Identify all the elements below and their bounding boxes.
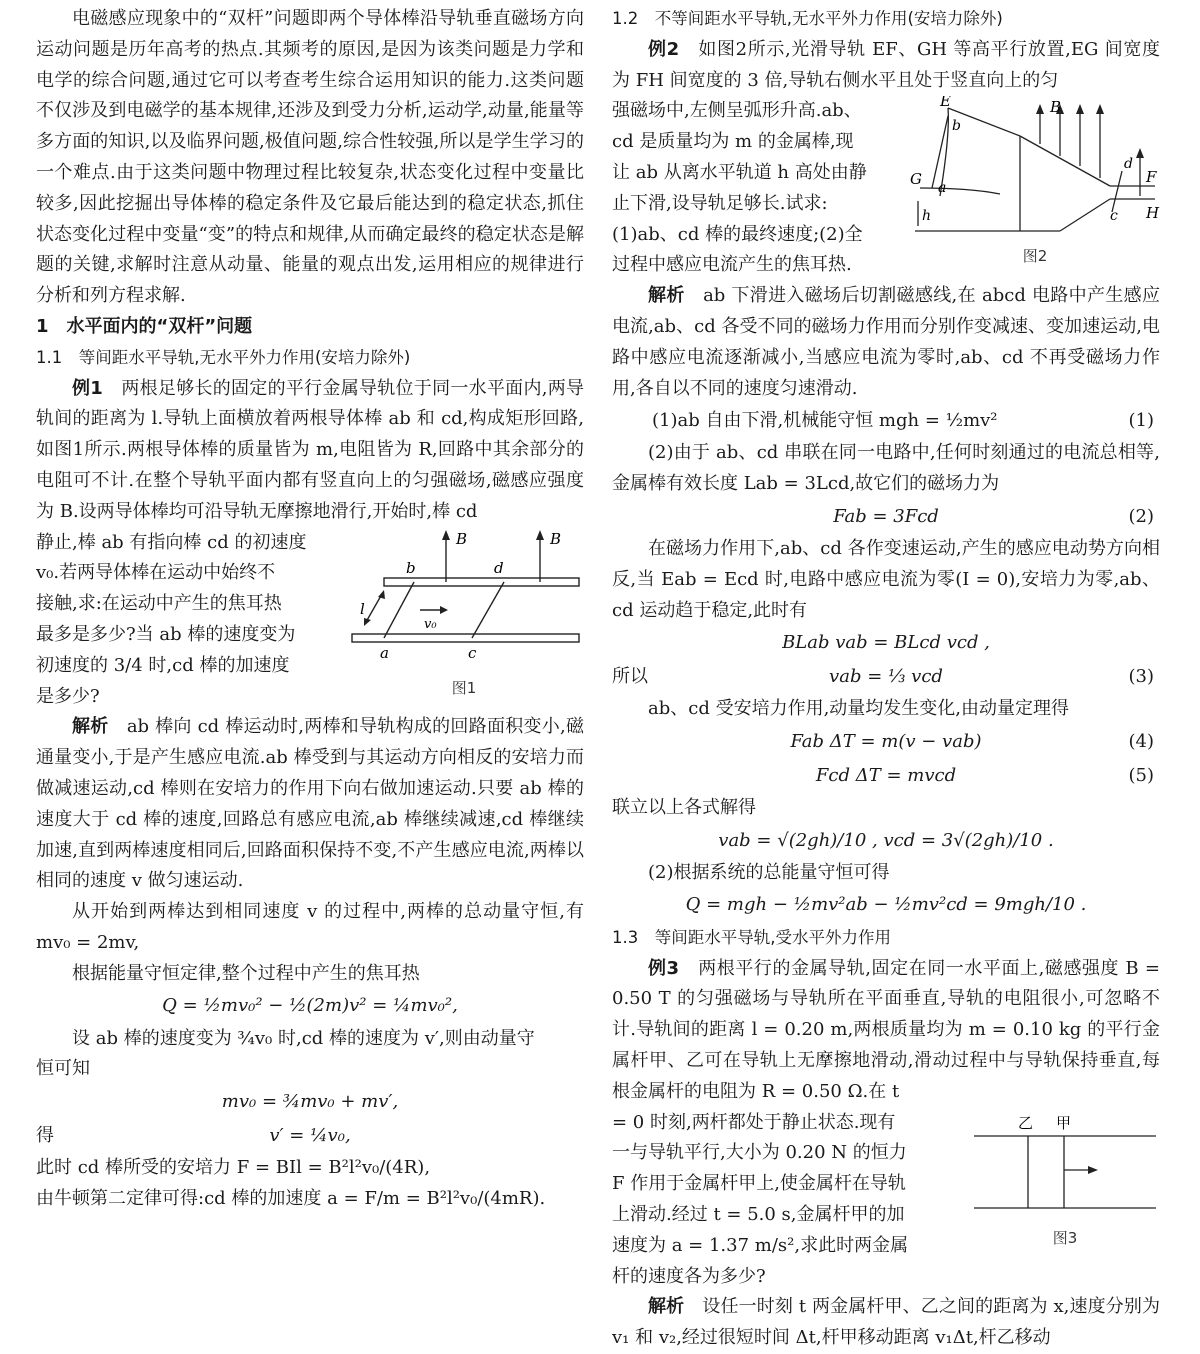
equation-1: (1)ab 自由下滑,机械能守恒 mgh = ½mv² [652,409,998,431]
example-1-line: 接触,求:在运动中产生的焦耳热 [36,593,282,615]
example-3-line: 一与导轨平行,大小为 0.20 N 的恒力 [612,1142,907,1164]
equation-4-row [612,725,1160,759]
rail-arc-G [920,188,1000,194]
example-1-line: 是多少? [36,685,100,707]
equation-3: vab = ⅓ vcd [829,665,943,687]
example-2-line: 让 ab 从离水平轨道 h 高处由静 [612,161,867,183]
figure-1 [344,528,584,713]
solution-2-text: ab 下滑进入磁场后切割磁感线,在 abcd 电路中产生感应电流,ab、cd 各受不同的磁场力作用而分别作变减速、变加速运动,电路中感应电流逐渐减小,当感应电流为零时,ab、cd 不再受磁场力作用,各自以不同的速度匀速滑动. [612,285,1161,399]
label-d: d [494,558,504,577]
example-1-line: 初速度的 3/4 时,cd 棒的加速度 [36,654,290,676]
example-2-line: 强磁场中,左侧呈弧形升高.ab、 [612,100,862,122]
figure-2 [910,96,1160,281]
arrow-up-icon [442,530,450,540]
equation-result: vab = √(2gh)/10 , vcd = 3√(2gh)/10 . [718,829,1054,851]
example-1-wrap [36,528,584,713]
arrow-up-icon [1076,104,1084,114]
example-2-wrap-text [612,96,867,281]
figure-3-diagram [970,1108,1160,1228]
equation-momentum: mv₀ = ¾mv₀ + mv′, [221,1090,399,1112]
figure-2-diagram [910,96,1160,246]
equation-1-row [612,404,1160,438]
label-c: c [1110,208,1118,225]
label-H: H [1146,204,1160,223]
example-3-wrap-text [612,1108,908,1293]
example-3-line: = 0 时刻,两杆都处于静止状态.现有 [612,1111,896,1133]
example-1-tag: 例1 [72,377,103,399]
label-v0: v₀ [424,616,437,632]
example-3-wrap [612,1108,1160,1293]
example-1-paragraph [36,374,584,528]
label-B: B [1050,98,1062,117]
rod-cd [472,582,504,638]
equation-Q2: Q = mgh − ½mv²ab − ½mv²cd = 9mgh/10 . [685,894,1087,916]
acceleration-paragraph: 由牛顿第二定律可得:cd 棒的加速度 a = F/m = B²l²v₀/(4mR). [36,1187,546,1209]
label-yi: 乙 [1018,1113,1034,1132]
force-paragraph: 此时 cd 棒所受的安培力 F = BIl = B²l²v₀/(4R), [36,1157,431,1179]
figure-2-caption: 图2 [1022,247,1048,266]
label-a: a [380,643,389,662]
label-B: B [550,529,562,548]
solution-3-paragraph [612,1292,1160,1354]
equation-5: Fcd ΔT = mvcd [815,764,957,786]
label-F: F [1146,168,1157,187]
example-1-line: v₀.若两导体棒在运动中始终不 [36,562,276,584]
rod-cd [1112,171,1122,212]
equation-BL: BLab vab = BLcd vcd , [782,631,990,653]
de-label: 得 [36,1124,54,1146]
paragraph-4: ab、cd 受安培力作用,动量均发生变化,由动量定理得 [648,698,1070,720]
right-column [612,4,1160,1354]
arrow-up-icon [1136,148,1144,158]
equation-3-number: (3) [1128,665,1154,687]
paragraph-5: 联立以上各式解得 [612,797,756,819]
example-3-paragraph [612,954,1160,1108]
example-1-line: 静止,棒 ab 有指向棒 cd 的初速度 [36,531,307,553]
section-1-heading: 1 水平面内的“双杆”问题 [36,315,253,337]
setup-paragraph: 设 ab 棒的速度变为 ¾v₀ 时,cd 棒的速度为 v′,则由动量守 [72,1027,535,1049]
label-d: d [1124,156,1133,173]
example-2-wrap [612,96,1160,281]
left-column [36,4,584,1215]
rod-ab [384,582,414,638]
example-1-wrap-text [36,528,306,713]
label-E: E [940,96,951,111]
solution-3-tag: 解析 [648,1296,685,1318]
intro-paragraph: 电磁感应现象中的“双杆”问题即两个导体棒沿导轨垂直磁场方向运动问题是历年高考的热点.其频考的原因,是因为该类问题是力学和电学的综合问题,通过它可以考查考生综合运用知识的能力.这类问题不仅涉及到电磁学的基本规律,还涉及到受力分析,运动学,动量,能量等多方面的知识,以及临界问题,极值问题,综合性较强,所以是学生学习的一个难点.由于这类问题中物理过程比较复杂,状态变化过程中变量比较多,因此挖掘出导体棒的稳定条件及它最后能达到的稳定状态,抓住状态变化过程中变量“变”的特点和规律,从而确定最终的稳定状态是解题的关键,求解时注意从动量、能量的观点出发,运用相应的规律进行分析和列方程求解. [36,8,584,307]
equation-2-number: (2) [1128,505,1154,527]
arrow-up-icon [378,590,385,599]
label-G: G [910,170,922,189]
solution-1-tag: 解析 [72,716,109,738]
example-3-tag: 例3 [648,957,680,979]
arrow-right-icon [1088,1166,1098,1174]
figure-3 [970,1108,1160,1293]
example-2-paragraph [612,35,1160,97]
label-c: c [468,643,477,662]
example-2-line: (1)ab、cd 棒的最终速度;(2)全 [612,223,863,245]
arrow-up-icon [536,530,544,540]
example-1-text: 两根足够长的固定的平行金属导轨位于同一水平面内,两导轨间的距离为 l.导轨上面横放着两根导体棒 ab 和 cd,构成矩形回路,如图1所示.两根导体棒的质量皆为 m,电阻皆为 R,回路中其余部分的电阻可不计.在整个导轨平面内都有竖直向上的匀强磁场,磁感应强度为 B.设两导体棒均可沿导轨无摩擦地滑行,开始时,棒 cd [36,377,584,522]
example-3-text: 两根平行的金属导轨,固定在同一水平面上,磁感强度 B = 0.50 T 的匀强磁场与导轨所在平面垂直,导轨的电阻很小,可忽略不计.导轨间的距离 l = 0.20 m,两根质量均为 m = 0.10 kg 的平行金属杆甲、乙可在导轨上无摩擦地滑动,滑动过程中与导轨保持垂直,每根金属杆的电阻为 R = 0.50 Ω.在 t [612,957,1160,1102]
label-b: b [406,558,416,577]
example-3-line: 上滑动.经过 t = 5.0 s,金属杆甲的加 [612,1203,905,1225]
setup-paragraph-cont: 恒可知 [36,1058,90,1080]
example-3-line: 杆的速度各为多少? [612,1265,766,1287]
equation-vprime: v′ = ¼v₀, [269,1124,351,1146]
section-1-3-heading: 1.3 等间距水平导轨,受水平外力作用 [612,927,891,947]
equation-4-number: (4) [1128,730,1154,752]
figure-1-caption: 图1 [451,678,477,697]
equation-5-row [612,759,1160,793]
equation-vprime-row [36,1119,584,1153]
label-h: h [922,208,932,225]
example-2-line: 过程中感应电流产生的焦耳热. [612,254,852,276]
example-3-line: 速度为 a = 1.37 m/s²,求此时两金属 [612,1234,909,1256]
example-2-line: cd 是质量均为 m 的金属棒,现 [612,131,854,153]
example-2-line: 止下滑,设导轨足够长.试求: [612,192,828,214]
example-3-line: F 作用于金属杆甲上,使金属杆在导轨 [612,1173,906,1195]
section-1-1-heading: 1.1 等间距水平导轨,无水平外力作用(安培力除外) [36,347,411,367]
rail-EF [1020,136,1110,186]
arrow-right-icon [440,606,448,614]
paragraph-2: (2)由于 ab、cd 串联在同一电路中,任何时刻通过的电流总相等,金属棒有效长度 Lab = 3Lcd,故它们的磁场力为 [612,442,1160,495]
arrow-up-icon [1096,104,1104,114]
equation-2-row [612,500,1160,534]
label-jia: 甲 [1056,1113,1072,1132]
example-2-tag: 例2 [648,38,680,60]
section-1-2-heading: 1.2 不等间距水平导轨,无水平外力作用(安培力除外) [612,9,1003,28]
equation-1-number: (1) [1128,409,1154,431]
solution-2-tag: 解析 [648,285,685,307]
suoyi-label: 所以 [612,665,648,687]
example-1-line: 最多是多少?当 ab 棒的速度变为 [36,623,296,645]
solution-2-paragraph [612,281,1160,404]
paragraph-3: 在磁场力作用下,ab、cd 各作变速运动,产生的感应电动势方向相反,当 Eab = Ecd 时,电路中感应电流为零(I = 0),安培力为零,ab、cd 运动趋于稳定,此时有 [612,537,1160,621]
momentum-paragraph: 从开始到两棒达到相同速度 v 的过程中,两棒的总动量守恒,有 mv₀ = 2mv, [36,901,584,953]
label-b: b [952,118,961,135]
label-a: a [938,180,947,197]
example-2-text: 如图2所示,光滑导轨 EF、GH 等高平行放置,EG 间宽度为 FH 间宽度的 3 倍,导轨右侧水平且处于竖直向上的匀 [612,38,1160,91]
solution-1-paragraph [36,712,584,897]
equation-3-row [612,660,1160,694]
label-B: B [456,529,468,548]
solution-3-text: 设任一时刻 t 两金属杆甲、乙之间的距离为 x,速度分别为 v₁ 和 v₂,经过很短时间 Δt,杆甲移动距离 v₁Δt,杆乙移动 [612,1296,1161,1349]
energy-paragraph: 根据能量守恒定律,整个过程中产生的焦耳热 [72,962,420,984]
solution-1-text: ab 棒向 cd 棒运动时,两棒和导轨构成的回路面积变小,磁通量变小,于是产生感应电流.ab 棒受到与其运动方向相反的安培力而做减速运动,cd 棒则在安培力的作用下向右做加速运动.只要 ab 棒的速度大于 cd 棒的速度,回路总有感应电流,ab 棒继续减速,cd 棒继续加速,直到两棒速度相同后,回路面积保持不变,不产生感应电流,两棒以相同的速度 v 做匀速运动. [36,716,585,892]
label-l: l [360,599,365,618]
width-arrow [366,594,382,622]
figure-1-diagram [344,528,584,678]
rail-GH-join [1060,199,1110,231]
equation-4: Fab ΔT = m(v − vab) [790,730,982,752]
arrow-up-icon [1036,104,1044,114]
equation-5-number: (5) [1128,764,1154,786]
arrow-down-icon [364,618,371,626]
equation-2: Fab = 3Fcd [833,505,939,527]
figure-3-caption: 图3 [1052,1228,1078,1247]
paragraph-6: (2)根据系统的总能量守恒可得 [648,861,890,883]
equation-Q: Q = ½mv₀² − ½(2m)v² = ¼mv₀², [162,995,458,1017]
